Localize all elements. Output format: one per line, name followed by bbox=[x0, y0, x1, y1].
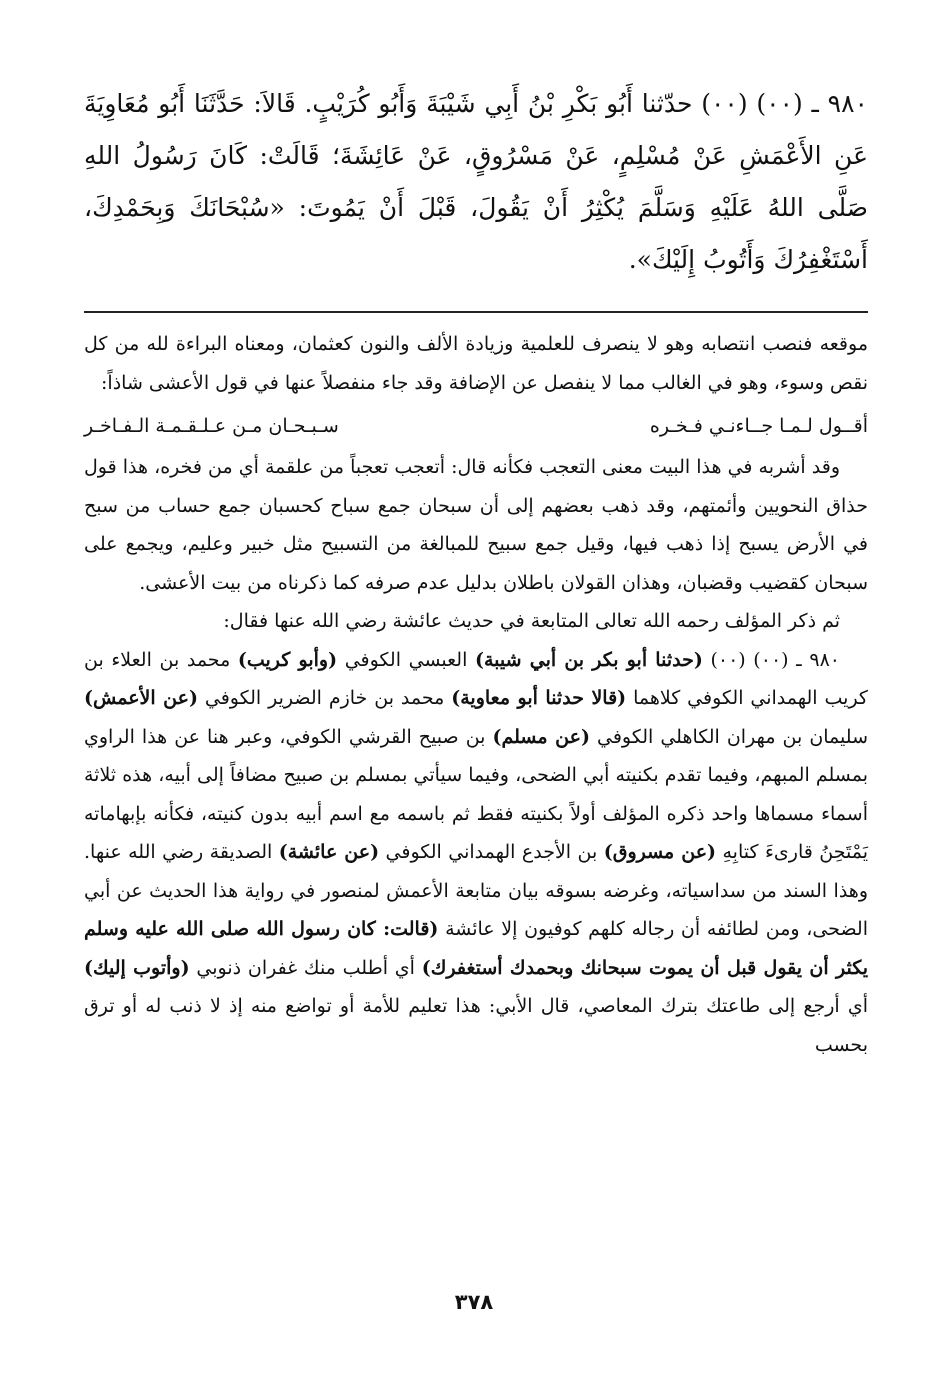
footnote-divider bbox=[84, 311, 868, 313]
commentary-paragraph-1: موقعه فنصب انتصابه وهو لا ينصرف للعلمية وزيادة الألف والنون كعثمان، ومعناه البراءة لله من كل نقص وسوء، وهو في الغالب مما لا ينفصل عن الإضافة وقد جاء منفصلاً عنها في قول الأعشى شاذاً: bbox=[84, 333, 868, 394]
commentary-paragraph-2: وقد أشربه في هذا البيت معنى التعجب فكأنه قال: أتعجب تعجباً من علقمة أي من فخره، هذا قول حذاق النحويين وأئمتهم، وقد ذهب بعضهم إلى أن سبحان جمع سباح كحسبان جمع حساب من سبح في الأرض يسبح إذا ذهب فيها، وقيل جمع سبيح للمبالغة من التسبيح مثل خبير وعليم، ويجمع على سبحان كقضيب وقضبان، وهذان القولان باطلان بدليل عدم صرفه كما ذكرناه من بيت الأعشى. bbox=[84, 456, 868, 594]
commentary-paragraph-3: ثم ذكر المؤلف رحمه الله تعالى المتابعة في حديث عائشة رضي الله عنها فقال: bbox=[223, 610, 840, 632]
explanation-text: أي أرجع إلى طاعتك بترك المعاصي، قال الأبي: هذا تعليم للأمة أو تواضع منه إذ لا ذنب له أو ترق بحسب bbox=[84, 995, 868, 1056]
explanation-text: بن الأجدع الهمداني الكوفي bbox=[379, 841, 604, 863]
page-number: ٣٧٨ bbox=[454, 1290, 494, 1314]
explanation-text: العبسي الكوفي bbox=[337, 648, 475, 671]
quoted-phrase: (وأتوب إليك) bbox=[84, 956, 190, 979]
quoted-phrase: (حدثنا أبو بكر بن أبي شيبة) bbox=[474, 648, 703, 671]
page-body bbox=[84, 78, 868, 1064]
commentary-paragraph-4 bbox=[84, 641, 868, 1065]
explanation-text: بن صبيح القرشي الكوفي، وعبر هنا عن هذا الراوي بمسلم المبهم، وفيما تقدم بكنيته أبي الضحى، وفيما سيأتي بمسلم بن صبيح مضافاً إلى أبيه، هذه ثلاثة أسماء مسماها واحد ذكره المؤلف أولاً بكنيته فقط ثم باسمه مع اسم أبيه بدون كنيته، فكأنه بإبهاماته يَمْتَحِنُ قارىءَ كتابِهِ bbox=[84, 725, 869, 863]
commentary bbox=[84, 325, 868, 1064]
hadith-number: ٩٨٠ ـ (٠٠) (٠٠) bbox=[702, 648, 840, 671]
explanation-text: الصديقة رضي الله عنها. وهذا السند من سداسياته، وغرضه بسوقه بيان متابعة الأعمش لمنصور في رواية هذا الحديث عن أبي الضحى، ومن لطائفه أن رجاله كلهم كوفيون إلا عائشة bbox=[84, 841, 868, 940]
explanation-text: محمد بن خازم الضرير الكوفي bbox=[197, 687, 452, 709]
quoted-phrase: (وأبو كريب) bbox=[237, 648, 338, 671]
hadith-text: ٩٨٠ ـ (٠٠) (٠٠) حدّثنا أَبُو بَكْرِ بْنُ أَبِي شَيْبَةَ وَأَبُو كُرَيْبٍ. قَالاَ: حَدَّثَنَا أَبُو مُعَاوِيَةَ عَنِ الأَعْمَشِ عَنْ مُسْلِمٍ، عَنْ مَسْرُوقٍ، عَنْ عَائِشَةَ؛ قَالَتْ: كَانَ رَسُولُ اللهِ صَلَّى اللهُ عَلَيْهِ وَسَلَّمَ يُكْثِرُ أَنْ يَقُولَ، قَبْلَ أَنْ يَمُوتَ: «سُبْحَانَكَ وَبِحَمْدِكَ، أَسْتَغْفِرُكَ وَأَتُوبُ إِلَيْكَ». bbox=[84, 89, 868, 274]
explanation-text: أي أطلب منك غفران ذنوبي bbox=[189, 956, 422, 979]
poetry-verse bbox=[84, 406, 868, 446]
quoted-phrase: (عن مسلم) bbox=[492, 725, 590, 748]
verse-second-hemistich: سـبـحـان مـن عـلـقـمـة الـفـاخـر bbox=[84, 415, 339, 437]
verse-first-hemistich: أقــول لـمـا جــاءنـي فـخـره bbox=[649, 415, 868, 437]
quoted-phrase: (عن عائشة) bbox=[278, 841, 380, 863]
quoted-phrase: (عن مسروق) bbox=[603, 841, 717, 863]
explanation-text: محمد بن العلاء بن كريب الهمداني الكوفي كلاهما bbox=[84, 648, 868, 709]
quoted-phrase: (قالت: كان رسول الله صلى الله عليه وسلم يكثر أن يقول قبل أن يموت سبحانك وبحمدك أستغفرك) bbox=[84, 918, 868, 979]
explanation-text: سليمان بن مهران الكاهلي الكوفي bbox=[589, 725, 868, 748]
quoted-phrase: (قالا حدثنا أبو معاوية) bbox=[451, 687, 627, 709]
quoted-phrase: (عن الأعمش) bbox=[84, 687, 198, 709]
